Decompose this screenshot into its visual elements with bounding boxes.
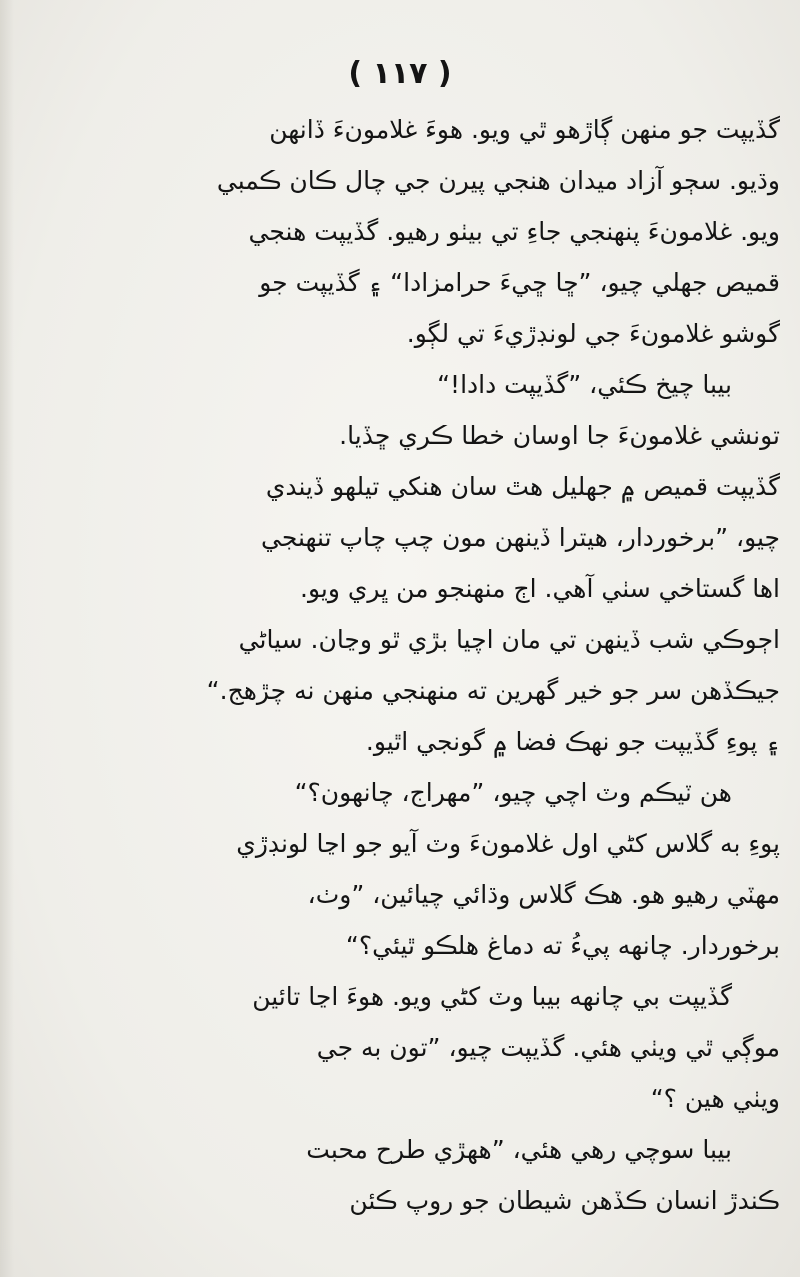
text-line: گوشو غلامونءَ جي لونڊڙيءَ تي لڳو. — [406, 319, 780, 348]
text-line: وڌيو. سڄو آزاد ميدان هنجي پيرن جي چال ڪان ڪمبي — [216, 166, 780, 195]
text-line: جيڪڏهن سر جو خير گهرين ته منهنجي منهن نه چڙهج.“ — [206, 676, 780, 705]
text-line: موڳي ٿي ويٺي هئي. گڏيپت چيو، ”تون به جي — [316, 1033, 780, 1062]
text-line: گڏيپت جو منهن ڳاڙهو ٿي ويو. هوءَ غلامونءَ ڏانهن — [269, 115, 780, 144]
page-number: ( ١١٧ ) — [348, 56, 452, 91]
text-line: گڏيپت بي چانهه بيبا وٽ کڻي ويو. هوءَ اڃا تائين — [252, 982, 732, 1011]
page-shadow-edge — [0, 0, 14, 1277]
text-line: بيبا سوچي رهي هئي، ”ههڙي طرح محبت — [306, 1135, 732, 1164]
text-line: گڏيپت قميص ۾ جهليل هٿ سان هنکي تيلهو ڏيندي — [265, 472, 780, 501]
text-line: ڪندڙ انسان ڪڏهن شيطان جو روپ ڪئن — [349, 1186, 780, 1215]
text-line: پوءِ به گلاس کڻي اول غلامونءَ وٽ آيو جو اڃا لونڊڙي — [236, 829, 780, 858]
text-line: بيبا چيخ ڪئي، ”گڏيپت دادا!“ — [437, 370, 732, 399]
text-line: برخوردار. چانهه پيءُ ته دماغ هلڪو ٿيئي؟“ — [345, 931, 780, 960]
text-line: تونشي غلامونءَ جا اوسان خطا ڪري ڇڏيا. — [339, 421, 780, 450]
text-line: ۽ پوءِ گڏيپت جو نهڪ فضا ۾ گونجي اٿيو. — [365, 727, 780, 756]
text-line: چيو، ”برخوردار، هيترا ڏينهن مون چپ چاپ تنهنجي — [261, 523, 780, 552]
text-line: اها گستاخي سٺي آهي. اڄ منهنجو من ڀري ويو. — [300, 574, 780, 603]
text-line: اڄوڪي شب ڏينهن تي مان اچيا بڙي ٿو وڃان. سياڻي — [238, 625, 780, 654]
text-line: ويٺي هين ؟“ — [650, 1084, 780, 1113]
text-line: هن ٽيڪم وٽ اچي چيو، ”مهراج، چانهون؟“ — [294, 778, 732, 807]
text-line: قميص جهلي چيو، ”ڇا ڇيءَ حرامزادا“ ۽ گڏيپت جو — [259, 268, 780, 297]
body-text — [70, 104, 780, 1226]
text-line: مهٽي رهيو هو. هڪ گلاس وڌائي چيائين، ”وٺ، — [307, 880, 780, 909]
text-line: ويو. غلامونءَ پنهنجي جاءِ تي بيٺو رهيو. گڏيپت هنجي — [248, 217, 780, 246]
